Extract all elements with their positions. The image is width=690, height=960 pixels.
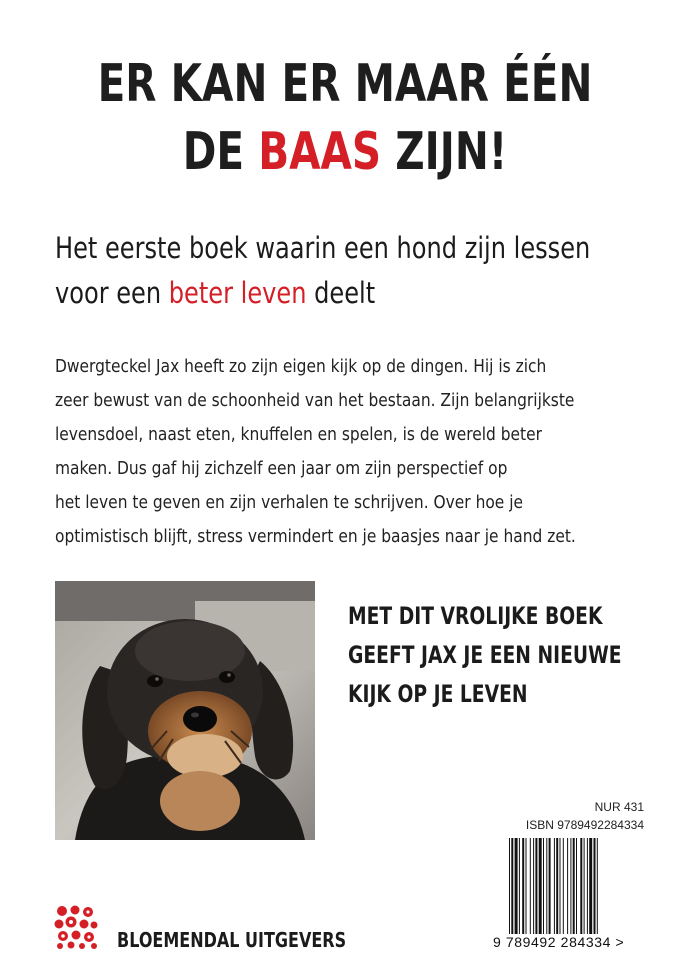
blurb-line: Dwergteckel Jax heeft zo zijn eigen kijk op de dingen. Hij is zich [55, 356, 547, 377]
nur-code: NUR 431 [594, 800, 644, 814]
subtitle-accent: beter leven [168, 276, 307, 310]
tagline-line: GEEFT JAX JE EEN NIEUWE [348, 641, 622, 669]
subtitle-line-2-before: voor een [55, 276, 169, 310]
tagline-line: MET DIT VROLIJKE BOEK [348, 602, 603, 630]
headline-line-2-before: DE [182, 122, 259, 182]
blurb-line: levensdoel, naast eten, knuffelen en spelen, is de wereld beter [55, 424, 542, 445]
subtitle [55, 226, 591, 316]
publisher-logo-icon [54, 905, 98, 949]
subtitle-line-2 [55, 271, 570, 316]
headline-line-1: ER KAN ER MAAR ÉÉN [97, 54, 593, 114]
dachshund-photo [55, 581, 315, 840]
subtitle-line-2-after: deelt [306, 276, 376, 310]
headline [76, 50, 614, 186]
blurb-line: het leven te geven en zijn verhalen te schrijven. Over hoe je [55, 492, 524, 513]
publisher-name: BLOEMENDAL UITGEVERS [117, 928, 347, 952]
blurb-line: optimistisch blijft, stress vermindert en je baasjes naar je hand zet. [55, 526, 576, 547]
tagline [348, 597, 629, 714]
subtitle-line-1: Het eerste boek waarin een hond zijn lessen [55, 231, 591, 265]
blurb-line: maken. Dus gaf hij zichzelf een jaar om zijn perspectief op [55, 458, 508, 479]
barcode-digits: 9 789492 284334 > [493, 934, 625, 950]
tagline-line: KIJK OP JE LEVEN [348, 680, 528, 708]
isbn-number: ISBN 9789492284334 [525, 818, 644, 832]
headline-line-2 [76, 118, 614, 186]
isbn-barcode [507, 838, 647, 934]
blurb-paragraph [55, 350, 638, 554]
blurb-line: zeer bewust van de schoonheid van het bestaan. Zijn belangrijkste [55, 390, 575, 411]
headline-line-2-after: ZIJN! [381, 122, 508, 182]
headline-accent-word: BAAS [258, 122, 382, 182]
